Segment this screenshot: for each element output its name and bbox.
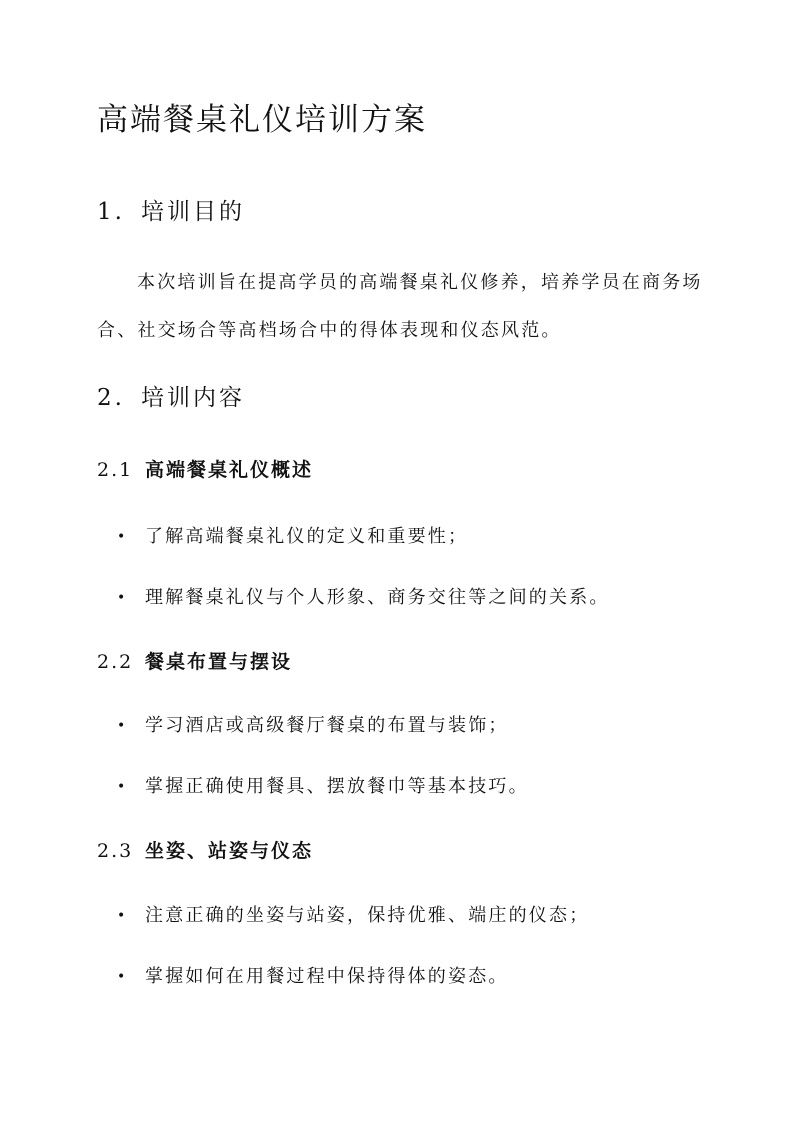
- subsection-2-3-number: 2.3: [97, 840, 134, 862]
- subsection-2-1-heading: [97, 457, 313, 483]
- section-1-title: 培训目的: [141, 199, 245, 225]
- subsection-2-2-title: 餐桌布置与摆设: [145, 651, 293, 673]
- list-item-text: 学习酒店或高级餐厅餐桌的布置与装饰；: [145, 715, 509, 736]
- subsection-2-1-number: 2.1: [97, 459, 134, 481]
- section-2-heading: [97, 383, 245, 413]
- list-item-text: 掌握如何在用餐过程中保持得体的姿态。: [145, 966, 509, 987]
- section-2-title: 培训内容: [141, 385, 245, 411]
- list-item: [117, 585, 610, 611]
- list-item: [117, 713, 509, 739]
- section-1-number: 1.: [97, 199, 125, 225]
- subsection-2-2-number: 2.2: [97, 651, 134, 673]
- section-1-paragraph: [97, 259, 717, 355]
- bullet-icon: •: [117, 969, 128, 985]
- bullet-icon: •: [117, 590, 128, 606]
- subsection-2-2-heading: [97, 649, 292, 675]
- bullet-icon: •: [117, 779, 128, 795]
- list-item: [117, 903, 589, 929]
- bullet-icon: •: [117, 718, 128, 734]
- section-2-number: 2.: [97, 385, 125, 411]
- section-1-paragraph-text: 本次培训旨在提高学员的高端餐桌礼仪修养，培养学员在商务场合、社交场合等高档场合中的得体表现和仪态风范。: [97, 272, 703, 341]
- list-item-text: 理解餐桌礼仪与个人形象、商务交往等之间的关系。: [145, 587, 610, 608]
- section-1-heading: [97, 197, 245, 227]
- subsection-2-1-title: 高端餐桌礼仪概述: [145, 459, 314, 481]
- list-item-text: 注意正确的坐姿与站姿，保持优雅、端庄的仪态；: [145, 905, 590, 926]
- list-item: [117, 774, 529, 800]
- bullet-icon: •: [117, 908, 128, 924]
- page-title: 高端餐桌礼仪培训方案: [97, 102, 427, 138]
- list-item-text: 掌握正确使用餐具、摆放餐巾等基本技巧。: [145, 776, 529, 797]
- list-item: [117, 524, 468, 550]
- subsection-2-3-title: 坐姿、站姿与仪态: [145, 840, 314, 862]
- subsection-2-3-heading: [97, 838, 313, 864]
- list-item: [117, 964, 509, 990]
- bullet-icon: •: [117, 529, 128, 545]
- list-item-text: 了解高端餐桌礼仪的定义和重要性；: [145, 526, 469, 547]
